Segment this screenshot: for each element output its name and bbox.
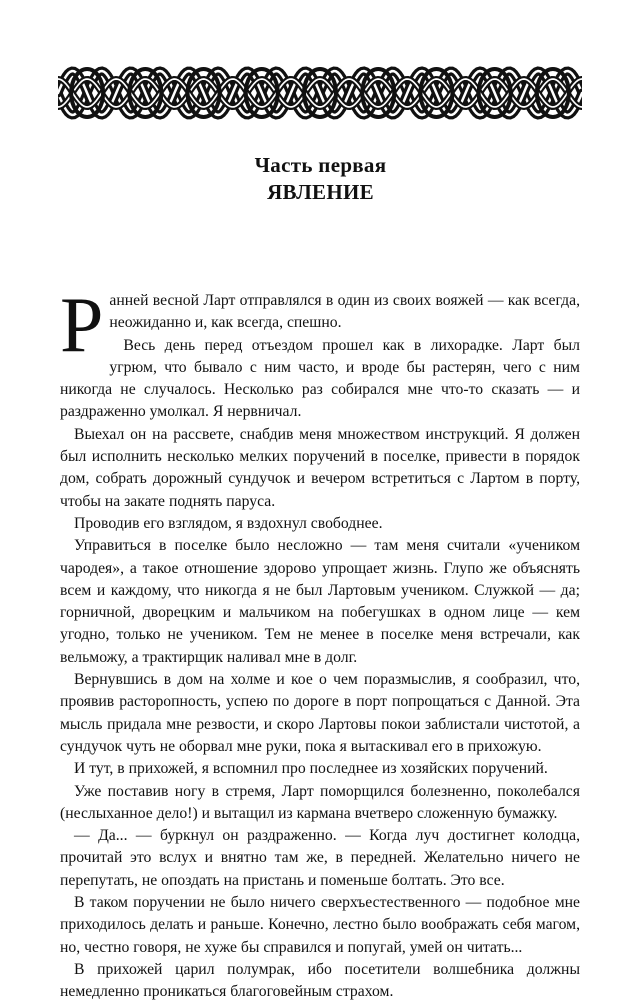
body-text <box>60 281 580 1004</box>
paragraph-11: В прихожей царил полумрак, ибо посетители волшебника должны немедленно проникаться благоговейным страхом. <box>60 960 580 1001</box>
paragraph-9: — Да... — буркнул он раздраженно. — Когда луч достигнет колодца, прочитай это вслух и внятно там же, в передней. Желательно ничего не перепутать, не опоздать на пристань и поменьше болтать. Это все. <box>60 827 580 889</box>
paragraph-3: Выехал он на рассвете, снабдив меня множеством инструкций. Я должен был исполнить несколько мелких поручений в поселке, привести в порядок дом, собрать дорожный сундучок и вечером встретиться с Лартом в порту, чтобы на закате поднять паруса. <box>60 425 580 510</box>
paragraph-1 <box>60 281 580 368</box>
chapter-title: ЯВЛЕНИЕ <box>267 180 374 204</box>
part-title: Часть первая <box>254 153 387 177</box>
paragraph-2: Весь день перед отъездом прошел как в лихорадке. Ларт был угрюм, что бывало с ним часто, и вроде бы растерян, чего с ним никогда не случалось. Несколько раз собирался мне что-то сказать — и раздраженно умолкал. Я нервничал. <box>60 336 580 421</box>
celtic-knot-ornament-icon <box>58 62 582 124</box>
paragraph-7: И тут, в прихожей, я вспомнил про последнее из хозяйских поручений. <box>74 760 548 778</box>
paragraph-1-text: анней весной Ларт отправлялся в один из своих вояжей — как всегда, неожиданно и, как всегда, спешно. <box>109 292 580 332</box>
drop-cap: Р <box>60 281 104 368</box>
paragraph-6: Вернувшись в дом на холме и кое о чем поразмыслив, я сообразил, что, проявив расторопность, успею по дороге в порт попрощаться с Данной. Эта мысль придала мне резвости, и скоро Лартовы покои заблистали чистотой, а сундучок чуть не оборвал мне руки, пока я вытаскивал его в прихожую. <box>60 671 580 755</box>
paragraph-8: Уже поставив ногу в стремя, Ларт поморщился болезненно, поколебался (неслыханное дело!) и вытащил из кармана вчетверо сложенную бумажку. <box>60 782 580 822</box>
paragraph-10: В таком поручении не было ничего сверхъестественного — подобное мне приходилось делать и раньше. Конечно, лестно было воображать себя магом, но, честно говоря, не хуже бы справился и попугай, умей он читать... <box>60 894 580 956</box>
paragraph-4: Проводив его взглядом, я вздохнул свободнее. <box>74 514 383 532</box>
paragraph-5: Управиться в поселке было несложно — там меня считали «учеником чародея», а такое отношение здорово упрощает жизнь. Глупо же объяснять всем и каждому, что никогда я не был Лартовым учеником. Служкой — да; горничной, дворецким и мальчиком на побегушках в одном лице — кем угодно, только не учеником. Тем не менее в поселке меня встречали, как вельможу, а трактирщик наливал мне в долг. <box>60 537 580 666</box>
